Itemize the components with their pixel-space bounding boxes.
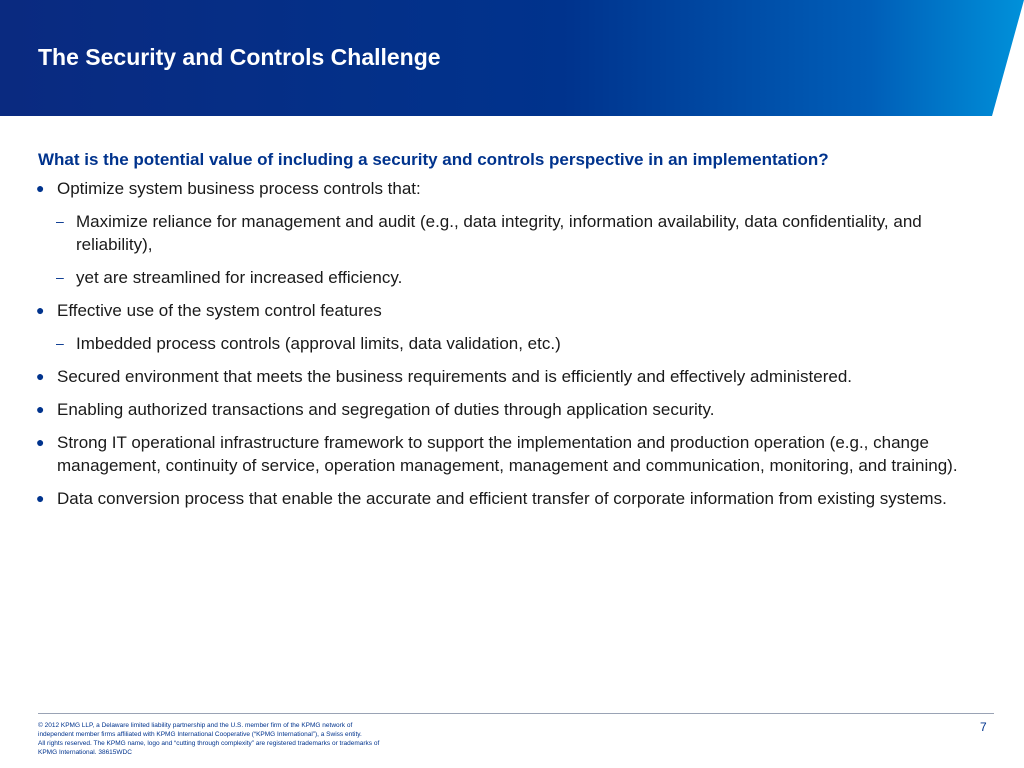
bullet-item	[38, 365, 998, 388]
slide-content	[38, 149, 998, 520]
page-number: 7	[980, 720, 987, 734]
lead-question: What is the potential value of including a security and controls perspective in an implementation?	[38, 150, 829, 169]
bullet-item	[38, 398, 998, 421]
bullet-text: Secured environment that meets the business requirements and is efficiently and effectively administered.	[57, 367, 853, 386]
footer-divider	[38, 713, 994, 714]
bullet-text: Data conversion process that enable the accurate and efficient transfer of corporate information from existing systems.	[57, 489, 947, 508]
copyright-line: KPMG International. 38615WDC	[38, 749, 132, 756]
bullet-text: Effective use of the system control features	[57, 301, 382, 320]
bullet-text: Strong IT operational infrastructure framework to support the implementation and production operation (e.g., change management, continuity of service, operation management, management and communication, monitoring, and training).	[57, 433, 958, 475]
bullet-marker: ●	[36, 401, 45, 417]
copyright-line: © 2012 KPMG LLP, a Delaware limited liability partnership and the U.S. member firm of the KPMG network of	[38, 722, 353, 729]
dash-marker: –	[56, 335, 64, 351]
bullet-text: Optimize system business process controls that:	[57, 179, 421, 198]
bullet-marker: ●	[36, 490, 45, 506]
bullet-marker: ●	[36, 368, 45, 384]
copyright-line: All rights reserved. The KPMG name, logo and “cutting through complexity” are registered trademarks or trademarks of	[38, 740, 380, 747]
bullet-text: yet are streamlined for increased efficiency.	[76, 268, 403, 287]
sub-bullet-item	[38, 332, 998, 355]
bullet-text: Enabling authorized transactions and segregation of duties through application security.	[57, 400, 715, 419]
copyright-notice	[38, 721, 558, 757]
sub-bullet-item	[38, 210, 998, 256]
bullet-item	[38, 177, 998, 200]
dash-marker: –	[56, 269, 64, 285]
bullet-item	[38, 299, 998, 322]
header-banner	[0, 0, 1024, 116]
bullet-text: Maximize reliance for management and audit (e.g., data integrity, information availability, data confidentiality, and reliability),	[76, 212, 922, 254]
bullet-marker: ●	[36, 302, 45, 318]
bullet-item	[38, 431, 998, 477]
bullet-item	[38, 487, 998, 510]
bullet-text: Imbedded process controls (approval limits, data validation, etc.)	[76, 334, 561, 353]
copyright-line: independent member firms affiliated with KPMG International Cooperative (“KPMG International”), a Swiss entity.	[38, 731, 362, 738]
bullet-list	[38, 177, 998, 510]
bullet-marker: ●	[36, 180, 45, 196]
dash-marker: –	[56, 213, 64, 229]
bullet-marker: ●	[36, 434, 45, 450]
sub-bullet-item	[38, 266, 998, 289]
slide-title: The Security and Controls Challenge	[38, 44, 441, 70]
